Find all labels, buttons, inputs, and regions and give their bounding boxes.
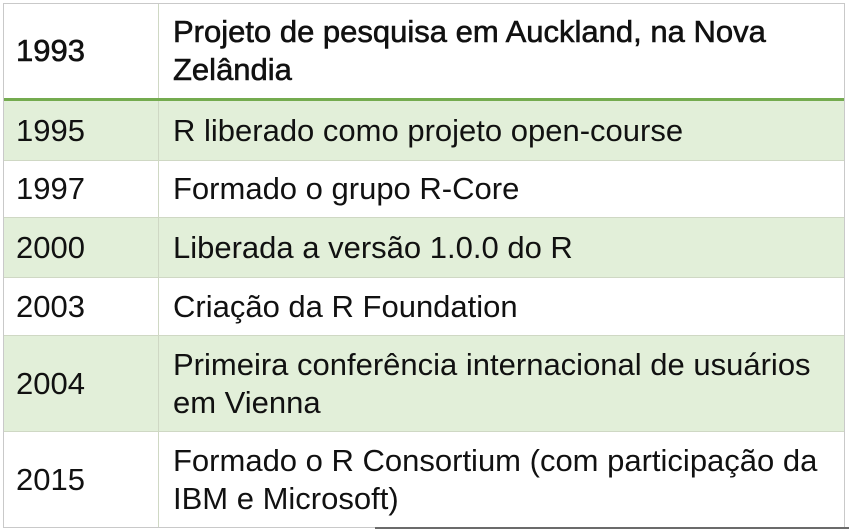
year-cell: 2000 — [4, 218, 159, 277]
year-cell: 2004 — [4, 336, 159, 431]
table-row — [4, 336, 844, 432]
year-cell: 1997 — [4, 161, 159, 217]
event-cell: Formado o R Consortium (com participação da IBM e Microsoft) — [173, 442, 818, 516]
event-cell: Projeto de pesquisa em Auckland, na Nova Zelândia — [173, 14, 766, 87]
table-header-row — [4, 4, 844, 101]
year-cell: 1995 — [4, 101, 159, 160]
timeline-table — [3, 3, 845, 528]
event-cell: R liberado como projeto open-course — [173, 112, 684, 148]
year-cell: 2003 — [4, 278, 159, 335]
year-cell: 1993 — [4, 4, 159, 98]
table-row — [4, 432, 844, 527]
table-row — [4, 161, 844, 218]
event-cell: Liberada a versão 1.0.0 do R — [173, 229, 573, 265]
event-cell: Primeira conferência internacional de usuários em Vienna — [173, 346, 811, 420]
event-cell: Criação da R Foundation — [173, 288, 518, 324]
year-cell: 2015 — [4, 432, 159, 527]
event-cell: Formado o grupo R-Core — [173, 171, 520, 206]
divider — [375, 527, 849, 529]
table-row — [4, 218, 844, 278]
table-row — [4, 101, 844, 161]
table-row — [4, 278, 844, 336]
